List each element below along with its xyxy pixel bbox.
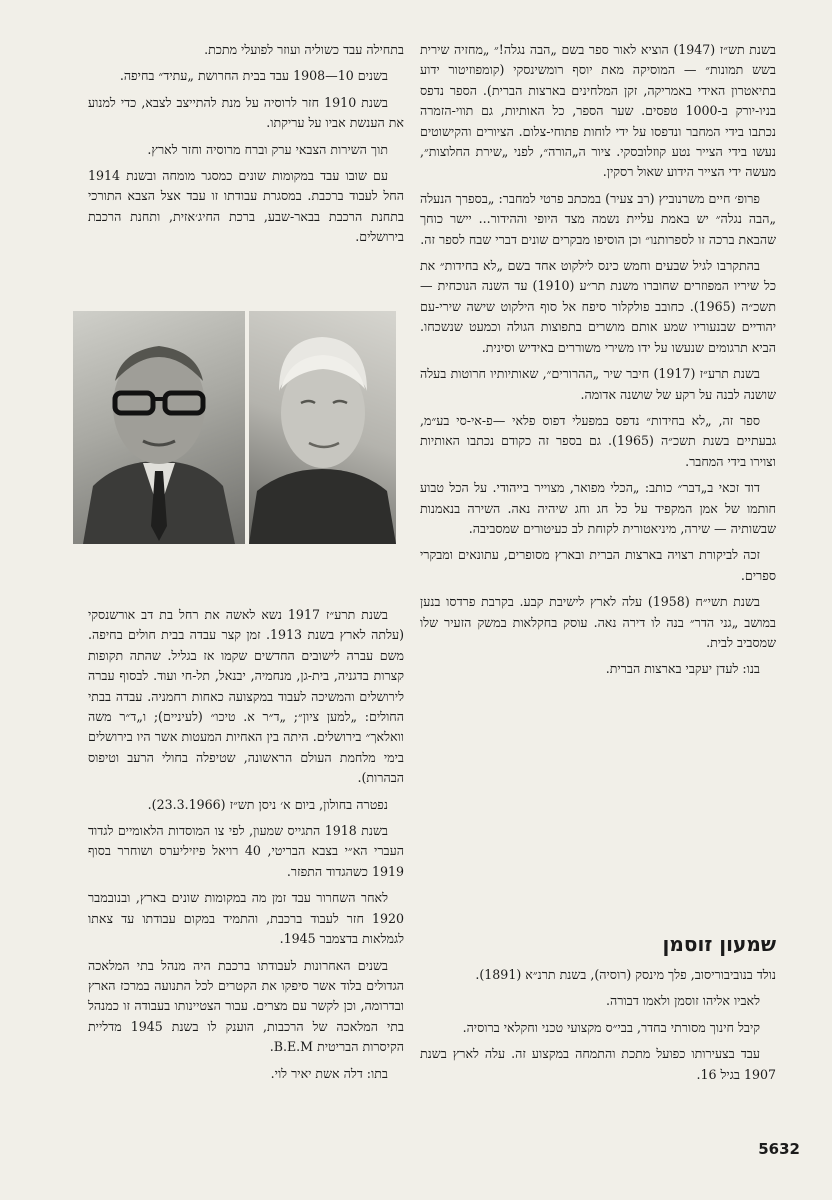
paragraph: בתו: דלה אשת יאיר לוי. [270, 1065, 388, 1081]
paragraph: בשנים האחרונות לעבודתו ברכבת היה מנהל בתי המלאכה הגדולים בלוד אשר סיפקו את הקטרים לכל התנועה במרכז הארץ ובדרומה, וכן לקשר עם מצרים. עבור הצטיינותו בעבודה זו כמנהל בתי המלאכה של הרכבות, הוענק לו בשנת 1945 מדליית הקיסרות הבריטית B.E.M. [88, 957, 404, 1055]
paragraph: דוד זכאי ב„דבר״ כותב: „הכלי מפואר, מצוייר בייהודי. על הכל טבוע חותמו של אמן המקפיד על כל חג וחג שיהיה נאה. השירה בנאמנות שבשותיה — שירה, מיניאטורית לקוחת לב כעיטורים שמסביבה. [420, 480, 776, 536]
section-heading: שמעון זוסמן [662, 932, 776, 956]
article-column-right-bottom [420, 965, 776, 1125]
paragraph: בשנת תרע״ז (1917) חיבר שיר „ההרורים״, שאותיותיו חרוטות בעלה שושנה לבנה על רקע של שושנה אדומה. [420, 366, 776, 402]
article-column-right-top [420, 40, 776, 860]
portrait-photos [73, 311, 396, 544]
paragraph: בשנת תש״ז (1947) הוציא לאור ספר בשם „הבה נגלה!״ „מחזיה שירית בשש תמונות״ — המוסיקה מאת יוסף רומשינסקי (קומפוזיטור ידוע בתיאטרון האידי באמריקה, זקן המלחינים בארצות הברית). הספר נדפס בניו-יורק ב-1000 טפסים. שער הספר, כל האותיות, גם תווי-הזמרה נכתבו בידי המחבר ונדפסו על ידי לוחות פתוחי-צלום. הציורים והקישוטים נעשו בידי הצייר נטע קוזלובסקי. ציור ה„הורה״, לפני „שירת החלוצות״, מעשה ידי הצייר הידוע שאול רסקין. [420, 42, 776, 180]
paragraph: תוך השירות הצבאי ערק וברח מרוסיה וחזר לארץ. [147, 141, 388, 157]
paragraph: זכה לביקורת רצויה בארצות הברית ובארץ מסופרים, עתונאים ומבקרי ספרים. [420, 547, 776, 583]
paragraph: בשנת תשי״ח (1958) עלה לארץ לישיבת קבע. בקרבת פרדסו בנען במושב „גני הדר״ בנה לו דירה נאה. עוסק בחקלאות במשק הזעיר שלו שמסביב לבית. [420, 594, 776, 650]
page-number: 5632 [758, 1140, 800, 1158]
paragraph: בשנת 1910 חזר לרוסיה על מנת להתייצב לצבא, כדי למנוע את הענשת אביו על עריקתו. [88, 94, 404, 131]
paragraph: ספר זה, „לא בחידות״ נדפס במפעלי דפוס פלאי —פ-אי-סי בע״מ, גבעתיים בשנת תשכ״ה (1965). גם בספר זה כקודם נכתבו האותיות וצוירו בידי המחבר. [420, 412, 777, 469]
paragraph: נולד בנוביבוריסוב, פלך מינסק (רוסיה), בשנת תרנ״א (1891). [475, 967, 776, 982]
paragraph: לאביו אליהו זוסמן ולאמו דבורה. [606, 993, 760, 1009]
paragraph: בשנים 10—1908 עבד בבית החרושת „עתיד״ בחיפה. [119, 68, 388, 84]
paragraph: בנו: לעדן יעקבי בארצות הברית. [605, 661, 760, 677]
paragraph: בתחילה עבד כשוליה ועוזר לפועלי מתכת. [204, 42, 404, 57]
portrait-woman-photo [249, 311, 396, 544]
paragraph: קיבל חינוך מסורתי בחדר, בבי״ס מקצועי טכני וחקלאי ברוסיה. [462, 1019, 760, 1035]
paragraph: עבד בצעירותו כפועל מתכת והתמחה במקצוע זה. עלה לארץ בשנת 1907 בגיל 16. [420, 1046, 776, 1082]
paragraph: פרופ׳ חיים משרנוביץ (רב צעיר) במכתב פרטי למחבר: „בספרך הנעלה „הבה נגלה״ יש באמת עליית נשמה מצד היופי וההידור... יישר כוחך שהבאת ברכה זו לספרותנו״ וכן הוסיפו מבקרים שונים דברי שבח לספר זה. [420, 190, 776, 247]
paragraph: בהתקרבו לגיל שבעים וחמש כינס לילקוט אחד בשם „לא בחידות״ את כל שיריו המפוזרים שחוברו משנת תר״ע (1910) עד השנה הנוכחית — תשכ״ה (1965). כחובב פולקלור סיפח אל סוף הילקוט שישה שירי-עם יהודיים שבנעוריו שמע אותם מושרים בתפוצות הגולה וכמעט שנשכחו. הביא תרגומים שנעשו על ידו משירי משוררים באידיש וסינית. [420, 258, 776, 355]
paragraph: בשנת 1918 התגייס שמעון, לפי צו המוסדות הלאומיים לגדוד העברי הא״י בצבא הבריטי, 40 רויאל פיזיליערס ושוחרר בסוף 1919 כשהגדוד התפזר. [88, 823, 404, 879]
paragraph: נפטרה בחולון, ביום א׳ ניסן תש״ז (23.3.1966). [147, 796, 388, 812]
paragraph: לאחר השחרור עבד זמן מה במקומות שונים בארץ, ובנובמבר 1920 חזר לעבוד ברכבת, והתמיד במקום עבודתו עד צאתו לגמלאות בדצמבר 1945. [88, 890, 404, 947]
paragraph: בשנת תרע״ז 1917 נשא לאשה את רחל בת דב אורשנסקי (עלתה לארץ בשנת 1913. זמן קצר עבדה בבית חולים בחיפה. משם עברה לישובים החדשים שקמו אז בגליל. שהתה תקופות קצרות בדגניה, בית-גן, מנחמיה, יבנאל, תל-חי ועוד. לבסוף עברה לירושלים והמשיכה לעבוד במקצועה כאחות רחמניה. עבדה בבתי החולים: „למען ציון״; „ד״ר א. טיכו״ (לעיניים); ו„ד״ר משה וואלאך״ בירושלים. היתה בין האחיות המעטות אשר היו בירושלים בימי מלחמת העולם הראשונה, שטיפלה בחולי הרעב וטיפוס הבהרות). [88, 607, 405, 786]
portrait-man-photo [73, 311, 245, 544]
portrait-woman-icon [249, 311, 396, 544]
article-column-left-top [88, 40, 404, 280]
article-column-left-bottom [88, 605, 404, 1125]
portrait-man-icon [73, 311, 245, 544]
paragraph: עם שובו עבד במקומות שונים כמסגר מומחה ובשנת 1914 החל לעבוד ברכבת. במסגרת עבודתו זו עבד אצל הצבא התורכי בתחנת הרכבת בבאר-שבע, ברכת החיג׳אזית, ותחנת הרכבת בירושלים. [88, 168, 404, 245]
